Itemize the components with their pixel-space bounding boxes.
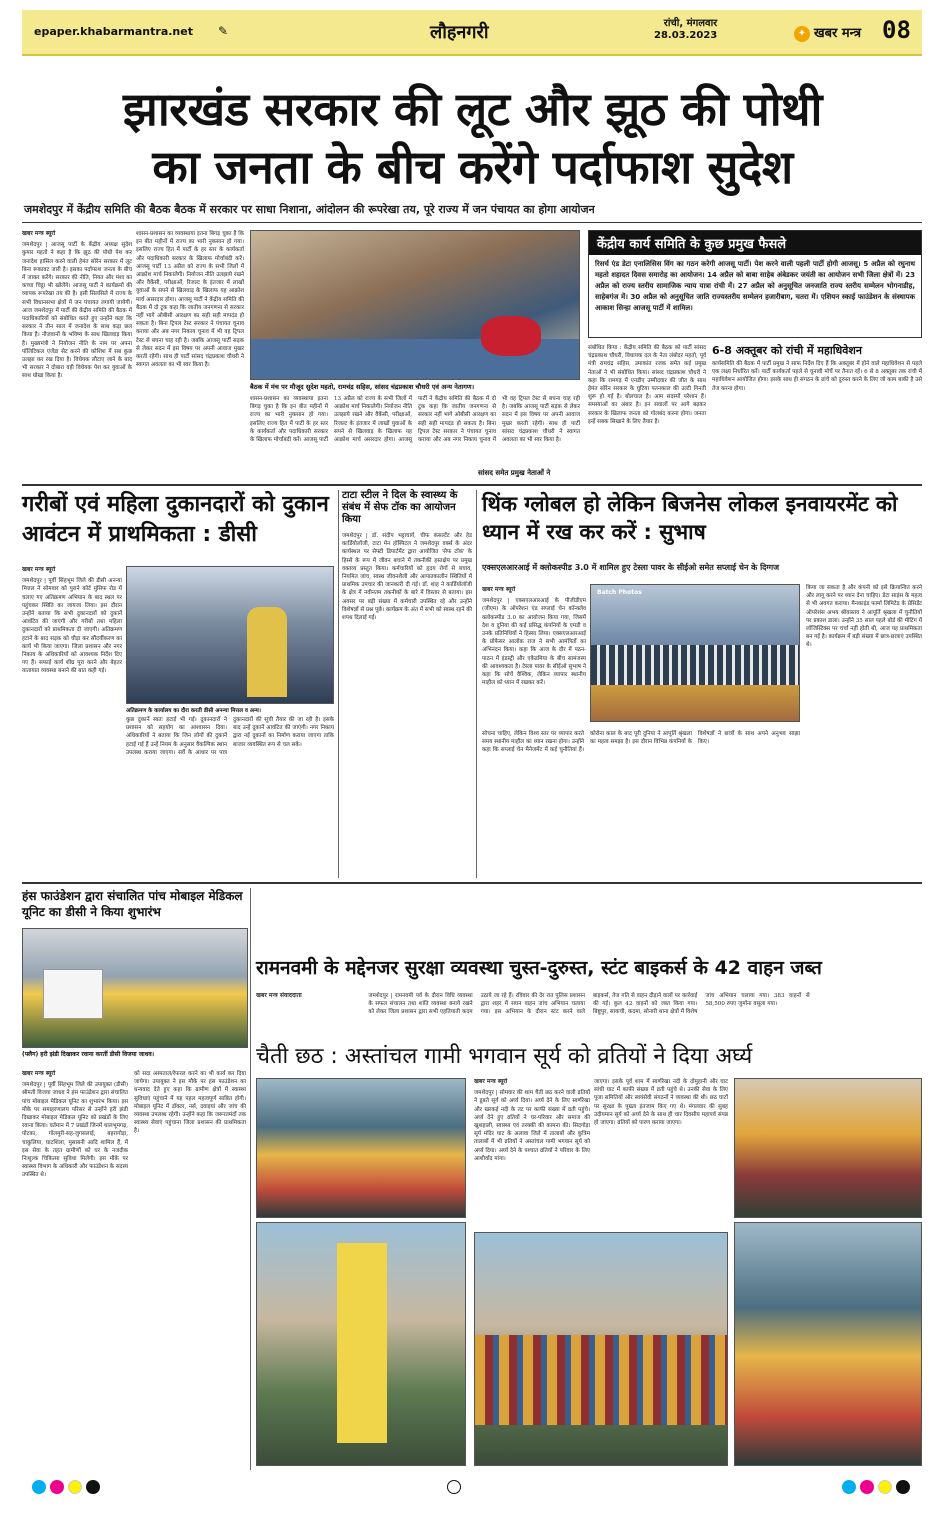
lead-subhead: जमशेदपुर में केंद्रीय समिति की बैठक बैठक में सरकार पर साधा निशाना, आंदोलन की रूपरेखा तय, पूरे राज्य में जन पंचायत का होगा आयोजन: [24, 203, 595, 216]
hans-photo-caption: (फ्लैग) हरी झंडी दिखाकर रवाना करतीं डीसी विजया जाधव।: [22, 1051, 155, 1058]
devotee-figure: [337, 1243, 387, 1443]
hans-column-2: [134, 1070, 246, 1470]
tata-headline: टाटा स्टील ने दिल के स्वास्थ्य के संबंध में सेफ टॉक का आयोजन किया: [342, 490, 458, 525]
ramnavami-byline: खबर मन्त्र संवाददाता: [256, 992, 302, 999]
chhath-column-2: [594, 1078, 728, 1228]
lead-sublabel: सांसद समेत प्रमुख नेताओं ने: [478, 469, 551, 477]
business-column-1: [482, 586, 586, 726]
chhath-photo-3: [734, 1078, 922, 1218]
masthead-bar: [22, 10, 922, 56]
divider: [338, 490, 339, 878]
shops-photo-caption: अतिक्रमण के कार्यालय का दौरा करती डीसी अनन्या मित्तल व अन्य।: [126, 708, 261, 714]
hans-headline: हंस फाउंडेशन द्वारा संचालित पांच मोबाइल मेडिकल यूनिट का डीसी ने किया शुभारंभ: [22, 889, 243, 919]
dateline: [654, 18, 717, 42]
crowd: [475, 1335, 727, 1425]
page-number-box: [882, 16, 918, 50]
divider: [22, 222, 922, 223]
rally-body: कार्यसमिति की बैठक में पार्टी प्रमुख ने साफ निर्देश दिए हैं कि अक्तूबर में होने वाले महाधिवेशन से पहले एक लक्ष्य निर्धारित करें। पार्टी कार्यकर्ता पहले से चुनावी मोर्चे पर तैनात रहें। 6 से 8 अक्तूबर तक रांची में महाधिवेशन आयोजित होगा। इसके साथ ही संगठन के ढांचे को दुरुस्त करने के लिए जो काम बाकी है उसे तेज करना होगा।: [712, 361, 922, 392]
brand-logo-icon: ✦: [794, 26, 810, 42]
ramnavami-body: [256, 992, 922, 1042]
place-day: रांची, मंगलवार: [663, 18, 718, 29]
lead-headline: [0, 80, 945, 196]
cyan-mark: [32, 1480, 46, 1494]
business-photo: [590, 584, 800, 722]
chhath-photo-4: [474, 1232, 728, 1466]
cursor-icon: ✎: [218, 24, 229, 38]
hans-body: जमशेदपुर | पूर्वी सिंहभूम जिले की उपायुक्त (डीसी) श्रीमती विजया जाधव ने हंस फाउंडेशन द्वारा संचालित पांच मोबाइल मेडिकल यूनिट का शुभारंभ किया। इस मौके पर समाहरणालय परिसर से उन्होंने हरी झंडी दिखाकर मोबाइल मेडिकल यूनिट को प्रखंडों के लिए रवाना किया। वर्तमान में 7 प्रखंडों जिनमें धालभूमगढ़, पोटका, गोलमुरी-सह-जुगसलाई, बहरागोड़ा, चाकुलिया, घाटशिला, मुसाबनी आदि शामिल हैं, में इस सेवा के तहत ग्रामीणों को घर के नजदीक निःशुल्क चिकित्सा सुविधा मिलेगी। इस मौके पर स्वास्थ्य विभाग के अधिकारी और फाउंडेशन के सदस्य उपस्थित थे।: [22, 1082, 128, 1179]
chhath-photo-2: [256, 1222, 466, 1466]
brand: [794, 23, 861, 42]
hans-body-2: को सदा अस्पताल/रेफरल करने का भी कार्य कर दिया जायेगा। उपायुक्त ने इस मौके पर हंस फाउंडेशन का धन्यवाद देते हुए कहा कि ग्रामीण क्षेत्रों में स्वास्थ्य सुविधाएं पहुंचाने में यह पहल महत्वपूर्ण साबित होगी। मोबाइल यूनिट में डॉक्टर, नर्स, दवाइयां और जांच की व्यवस्था उपलब्ध रहेगी। उन्होंने कहा कि जरूरतमंदों तक स्वास्थ्य सेवाएं पहुंचाना जिला प्रशासन की प्राथमिकता है।: [134, 1071, 246, 1135]
lead-photo: [250, 230, 580, 380]
medical-van: [43, 969, 103, 1019]
crosshair-icon: [447, 1480, 461, 1494]
business-subhead: एक्सएलआरआई में क्लोकस्पीड 3.0 में शामिल हुए टेस्ला पावर के सीईओ समेत सप्लाई चेन के दिग्गज: [482, 563, 780, 572]
chhath-photo-1: [256, 1078, 466, 1218]
business-headline: थिंक ग्लोबल हो लेकिन बिजनेस लोकल इनवायरमेंट को ध्यान में रख कर करें : सुभाष: [482, 492, 898, 544]
ramnavami-body-text: जमशेदपुर | रामनवमी पर्व के दौरान विधि व्यवस्था के सफल संचालन तथा शांति व्यवस्था बनाये रखने को लेकर जिला प्रशासन द्वारा सभी एहतियाती कदम उठाये जा रहे हैं। रविवार की देर रात पुलिस प्रशासन द्वारा शहर में सघन वाहन जांच अभियान चलाया गया। इस अभियान के दौरान स्टंट करने वाले बाइकर्स, तेज गति से वाहन दौड़ाने वालों पर कार्रवाई की गई। कुल 42 वाहनों को जब्त किया गया। बिष्टुपुर, साकची, कदमा, सोनारी थाना क्षेत्रों में विशेष जांच अभियान चलाया गया। 383 वाहनों से 58,500 रुपए जुर्माना वसूला गया।: [368, 993, 810, 1016]
tata-body: जमशेदपुर | डॉ. संदीप भट्टाचार्य, चीफ कंसल्टेंट और हेड कार्डियोलॉजी, टाटा मेन हॉस्पिटल ने जमशेदपुर वर्क्स के अंदर कार्यस्थल पर सेफ्टी डिपार्टमेंट द्वारा आयोजित 'सेफ टॉक' के हिस्से के रूप में जीवन बचाने में तकनीकी हस्तक्षेप पर प्रमुख वक्तव्य प्रस्तुत किया। कर्मचारियों को हृदय रोगों से बचाव, नियमित जांच, स्वस्थ जीवनशैली और आपातकालीन स्थितियों में प्राथमिक उपचार की जानकारी दी गई। डॉ. शाह ने कार्डियोलॉजी के क्षेत्र में नवीनतम तकनीकों के बारे में विस्तार से बताया। इस अवसर पर बड़ी संख्या में कर्मचारी उपस्थित रहे और उन्होंने विशेषज्ञों से प्रश्न पूछे। कार्यक्रम के अंत में सभी को स्वस्थ रहने की शपथ दिलाई गई।: [342, 533, 472, 622]
business-body-2: सोचना चाहिए, लेकिन विश्व स्तर पर व्यापार करते समय स्थानीय माहौल का ध्यान रखना होगा। उन्होंने कहा कि सप्लाई चेन मैनेजमेंट में कई चुनौतियां हैं। कोरोना काल के बाद पूरी दुनिया ने आपूर्ति श्रृंखला का महत्व समझा है। इस दौरान विभिन्न कंपनियों के विशेषज्ञों ने छात्रों के साथ अपने अनुभव साझा किए।: [482, 731, 800, 754]
magenta-mark: [50, 1480, 64, 1494]
hans-column-1: [22, 1070, 128, 1470]
divider: [22, 882, 922, 884]
flower-bouquet: [481, 316, 541, 356]
business-byline: खबर मन्त्र ब्यूरो: [482, 586, 516, 593]
chhath-byline: खबर मन्त्र ब्यूरो: [474, 1078, 508, 1085]
chhath-headline: चैती छठ : अस्तांचल गामी भगवान सूर्य को व्रतियों ने दिया अर्घ्य: [256, 1044, 753, 1069]
footer-color-marks: [22, 1475, 922, 1499]
shops-headline: गरीबों एवं महिला दुकानदारों को दुकान आवंटन में प्राथमिकता : डीसी: [22, 492, 329, 547]
divider: [250, 888, 251, 1470]
shops-body: जमशेदपुर | पूर्वी सिंहभूम जिले की डीसी अनन्या मित्तल ने सोमवार को पुराने कोर्ट मुंसिफ रोड में चलाए गए अतिक्रमण अभियान के बाद स्थल पर पहुंचकर स्थिति का जायजा लिया। इस दौरान उन्होंने बताया कि सभी दुकानदारों को दुकानें आवंटित की जाएंगी और गरीबों तथा महिला दुकानदारों को प्राथमिकता दी जाएगी। अतिक्रमण हटाने के बाद सड़क को चौड़ा कर सौंदर्यीकरण का कार्य भी किया जाएगा। जिला प्रशासन और नगर निकाय के अधिकारियों को आवश्यक निर्देश दिए गए हैं। सफाई कार्य शीघ्र पूरा करने और बेहतर यातायात व्यवस्था बनाने की बात कही गई।: [22, 578, 122, 675]
chhath-body: जमशेदपुर | सोमवार की शाम चैती छठ करने वाली व्रतियों ने डूबते सूर्य को अर्घ्य दिया। अर्घ्य देने के लिए स्वर्णरेखा और खरकई नदी के तट पर काफी संख्या में व्रती पहुंचे। अर्घ्य देने हुए व्रतियों ने घर-परिवार और समाज की खुशहाली, स्वास्थ्य एवं तरक्की की कामना की। सिदगोड़ा सूर्य मंदिर घाट के अलावा जिले में तालाबों और कुत्रिम तालाबों में भी व्रतियों ने अस्तांचल गामी भगवान सूर्य को अर्घ्य दिया। अर्घ्य देने के पश्चात व्रतियों ने परिवार के लिए आशीर्वाद मांगा।: [474, 1090, 590, 1162]
divider: [22, 484, 922, 486]
magenta-mark: [860, 1480, 874, 1494]
shops-column-2: [126, 716, 334, 876]
lead-continued-text: शासन-प्रशासन का व्यवस्थाया इतना बिगड़ चुका है कि इन बीत महीनों में राज्य का भारी नुकसान हो गया। इसलिए राज्य हित में पार्टी के हर स्तर के कार्यकर्ता और पदाधिकारी सरकार के खिलाफ मोर्चाबंदी करें। आजसू पार्टी 13 अप्रैल को राज्य के सभी जिलों में आक्रोश मार्च निकालेगी। नियोजन नीति उलझाये रखने और वैकेंसी, परीक्षाओं, रिजल्ट के इंतजार में लाखों युवाओं के सपने से खिलवाड़ के खिलाफ यह आक्रोश मार्च असरदार होगा। आजसू पार्टी ने केंद्रीय समिति की बैठक में दो टूक कहा कि जातीय जनगणना से सरकार नहीं भागे ओबीसी आरक्षण का सही सही मापदंड हो सकता है। बिना ट्रिपल टेस्ट सरकार ने पंचायत चुनाव कराया और अब नगर निकाय चुनाव में भी वह ट्रिपल टेस्ट से बचना चाह रही है। जबकि आजसू पार्टी सड़क से लेकर सदन में इस विषय पर अपनी आवाज मुखर करती रहेगी। साथ ही पार्टी सांसद चंद्रप्रकाश चौधरी ने स्वागत अवलता का भी स्वर किया है।: [250, 396, 580, 444]
business-column-3: [806, 584, 922, 878]
yellow-mark: [68, 1480, 82, 1494]
brand-name: खबर मन्त्र: [814, 26, 862, 41]
addressed-text: संबोधित किया : केंद्रीय समिति की बैठक को पार्टी सांसद चंद्रप्रकाश चौधरी, विधायक दल के नेता लंबोदर महतो, पूर्व मंत्री रामचंद्र सहिस, उमाकांत रजक समेत कई प्रमुख नेताओं ने भी संबोधित किया। सांसद चंद्रप्रकाश चौधरी ने कहा कि रामगढ़ में एनडीए उम्मीदवार की जीत के साथ हेमंत सोरेन सरकार के घुटिया पतनकाल की उल्टी गिनती शुरू हो गई है। बोलचाल है। आम सदस्यों परेशान हैं। समस्याओं का अंबार है। इन सवालों पर आगे बढ़कर सरकार के खिलाफ जनता को गोलबंद करना होगा। जनता इन्हें सबक सिखाने के लिए तैयार है।: [588, 345, 706, 425]
lead-body-2: शासन-प्रशासन का व्यवस्थाया इतना बिगड़ चुका है कि इन बीत महीनों में राज्य का भारी नुकसान हो गया। इसलिए राज्य हित में पार्टी के हर स्तर के कार्यकर्ता और पदाधिकारी सरकार के खिलाफ मोर्चाबंदी करें। आजसू पार्टी 13 अप्रैल को राज्य के सभी जिलों में आक्रोश मार्च निकालेगी। नियोजन नीति उलझाये रखने और वैकेंसी, परीक्षाओं, रिजल्ट के इंतजार में लाखों युवाओं के सपने से खिलवाड़ के खिलाफ यह आक्रोश मार्च असरदार होगा। आजसू पार्टी ने केंद्रीय समिति की बैठक में दो टूक कहा कि जातीय जनगणना से सरकार नहीं भागे ओबीसी आरक्षण का सही सही मापदंड हो सकता है। बिना ट्रिपल टेस्ट सरकार ने पंचायत चुनाव कराया और अब नगर निकाय चुनाव में भी वह ट्रिपल टेस्ट से बचना चाह रही है। जबकि आजसू पार्टी सड़क से लेकर सदन में इस विषय पर अपनी आवाज मुखर करती रहेगी। साथ ही पार्टी सांसद चंद्रप्रकाश चौधरी ने स्वागत अवलता का भी स्वर किया है।: [136, 231, 244, 369]
lead-body: जमशेदपुर | आजसू पार्टी के केंद्रीय अध्यक्ष सुदेश कुमार महतो ने कहा है कि झूठ की पोथी पेश कर जनादेश हासिल करने वाली हेमंत सोरेन सरकार में लूट बिना रूकावट जारी है। इसका पर्दाफाश जनता के बीच में जाकर करेंगे। सरकार की नीति, नियत और मंशा का कच्चा चिट्ठा भी खोलेंगे। आजसू पार्टी ने कार्यक्रमों की व्यापक रूपरेखा तय की है। इसी सिलसिले में राज्य के सभी विधानसभा क्षेत्रों में जन पंचायत लगायी जायेगी। आज जमशेदपुर में पार्टी की केंद्रीय समिति की बैठक में पदाधिकारियों को संबोधित करते हुए उन्होंने कहा कि सरकार ने तीन साल में जनादेश के साथ कड़ा छल किया है। नौजवानों के भविष्य के साथ खिलवाड़ किया है। मुख्यमंत्री ने नियोजन नीति के नाम पर अपना पॉलिटिकल एजेंडा सेट करने की कोशिश में सब कुछ उलझा कर रख दिया है। विधेयक लौटाए जाने के बाद भी सरकार ने दोबारा वही विधेयक पेश कर युवाओं के साथ धोखा किया है।: [22, 242, 132, 380]
shops-photo: [126, 566, 334, 704]
black-mark: [86, 1480, 100, 1494]
chhath-photo-5: [734, 1222, 922, 1466]
black-mark: [896, 1480, 910, 1494]
cyan-mark: [842, 1480, 856, 1494]
shops-byline: खबर मन्त्र ब्यूरो: [22, 566, 56, 573]
hans-photo: [22, 928, 248, 1048]
hans-byline: खबर मन्त्र ब्यूरो: [22, 1070, 56, 1077]
shops-body-2: कुछ दुकानें स्वतः हटाई भी गई। दुकानदारों ने प्रशासन को सहयोग का आश्वासन दिया। अधिकारियों ने बताया कि जिन लोगों की दुकानें हटाई गई हैं उन्हें नियम के अनुसार वैकल्पिक स्थान उपलब्ध कराया जाएगा। सर्वे के आधार पर पात्र दुकानदारों की सूची तैयार की जा रही है। इसके बाद उन्हें दुकानें आवंटित की जाएंगी। नगर निकाय द्वारा नई दुकानों का निर्माण कराया जाएगा ताकि बाजार व्यवस्थित रूप से चल सके।: [126, 717, 334, 756]
lead-column-2: [136, 230, 244, 480]
lead-photo-caption: बैठक में मंच पर मौजूद सुदेश महतो, रामचंद्र सहिस, सांसद चंद्रप्रकाश चौधरी एवं अन्य नेतागण।: [250, 383, 475, 391]
yellow-mark: [878, 1480, 892, 1494]
lead-column-1: [22, 230, 132, 480]
epaper-url[interactable]: epaper.khabarmantra.net: [34, 25, 193, 38]
business-body: जमशेदपुर | एक्सएलआरआई के पीजीडीएम (जीएम) के ऑपरेशन एंड सप्लाई चेन कॉन्क्लेव क्लोकस्पीड 3.0 का आयोजन किया गया, जिसमें देश व दुनिया की कई प्रसिद्ध कंपनियों के एमडी व उनके प्रतिनिधियों ने हिस्सा लिया। एक्सएलआरआई के प्रोफेसर आलोक राज ने सभी आमंत्रितों का अभिनंदन किया। कहा कि आज के दौर में पठन-पाठन में इंडस्ट्री और एकेडमिया के बीच सामंजस्य की आवश्यकता है। टेस्ला पावर के सीईओ सुभाष ने कहा कि सोचें वैश्विक, लेकिन व्यापार स्थानीय माहौल को ध्यान में रखकर करें।: [482, 598, 586, 687]
ramnavami-headline: रामनवमी के मद्देनजर सुरक्षा व्यवस्था चुस्त-दुरुस्त, स्टंट बाइकर्स के 42 वाहन जब्त: [256, 957, 822, 979]
rally-title: 6-8 अक्तूबर को रांची में महाधिवेशन: [712, 344, 863, 357]
business-column-2: [482, 730, 800, 878]
photo-label: Batch Photos: [597, 589, 642, 596]
shops-column-1: [22, 566, 122, 876]
lead-column-addressed: [588, 344, 706, 480]
section-title: लौहनगरी: [430, 22, 489, 43]
decisions-box: [588, 230, 922, 338]
divider: [476, 490, 477, 878]
lead-headline-line2: का जनता के बीच करेंगे पर्दाफाश सुदेश: [152, 140, 793, 194]
business-body-3: किया जा सकता है और कंपनी को इसे क्रियान्वित करने और लागू करने पर ध्यान देना चाहिए। डेटा साइंस के महत्व से भी अवगत कराया। मैनकाइंड फार्मा लिमिटेड के प्रेसिडेंट ऑपरेशंस अभय श्रीवास्तव ने आपूर्ति श्रृंखला में चुनौतियों पर प्रकाश डाला। उन्होंने 35 साल पहले बोर्ड की मीटिंग में लॉजिस्टिक्स पर चर्चा नहीं होती थी, आज यह प्राथमिकता बन गई है। कार्यक्रम में बड़ी संख्या में छात्र-छात्राएं उपस्थित थे।: [806, 585, 922, 649]
person-figure: [247, 607, 287, 697]
chhath-body-2: जाएगा। इसके पूर्व शाम में स्वर्णरेखा नदी के दोमुहानी और घाट सांधी घाट में काफी संख्या में व्रती पहुंचे थे। उनकी सेवा के लिए पूजा समितियों और स्वयंसेवी संगठनों ने व्यवस्था की थी। छठ घाटों पर सुरक्षा के पुख्ता इंतजाम किए गए थे। मंगलवार की सुबह उदीयमान सूर्य को अर्घ्य देने के साथ ही चार दिवसीय महापर्व संपन्न हो जाएगा। व्रतियों को पारण कराया जाएगा।: [594, 1079, 728, 1127]
rally-box: [712, 344, 922, 480]
decisions-title: केंद्रीय कार्य समिति के कुछ प्रमुख फैसले: [589, 231, 921, 255]
chhath-column-1: [474, 1078, 590, 1228]
group-people: [591, 645, 799, 685]
page-number: 08: [882, 16, 911, 44]
decisions-body: रिसर्च एंड डेटा एनालिसिस विंग का गठन करेगी आजसू पार्टी। पेश करने वाली पहली पार्टी होगी आजसू। 5 अप्रैल को रघुनाथ महतो शहादत दिवस समारोह का आयोजन। 14 अप्रैल को बाबा साहेब अंबेडकर जयंती का आयोजन सभी जिला क्षेत्रों में। 23 अप्रैल को राज्य स्तरीय सामाजिक न्याय यात्रा रांची में। 27 अप्रैल को अनुसूचित जनजाति राज्य स्तरीय सम्मेलन भोगनाडीह, साहेबगंज में। 30 अप्रैल को अनुसूचित जाति राज्यस्तरीय सम्मेलन हजारीबाग, चतरा में। एशियन स्काई फाउंडेशन के संस्थापक आकाश सिन्हा आजसू पार्टी में शामिल।: [595, 260, 915, 312]
lead-headline-line1: झारखंड सरकार की लूट और झूठ की पोथी: [123, 82, 822, 136]
issue-date: 28.03.2023: [654, 30, 718, 41]
lead-byline: खबर मन्त्र ब्यूरो: [22, 230, 56, 237]
